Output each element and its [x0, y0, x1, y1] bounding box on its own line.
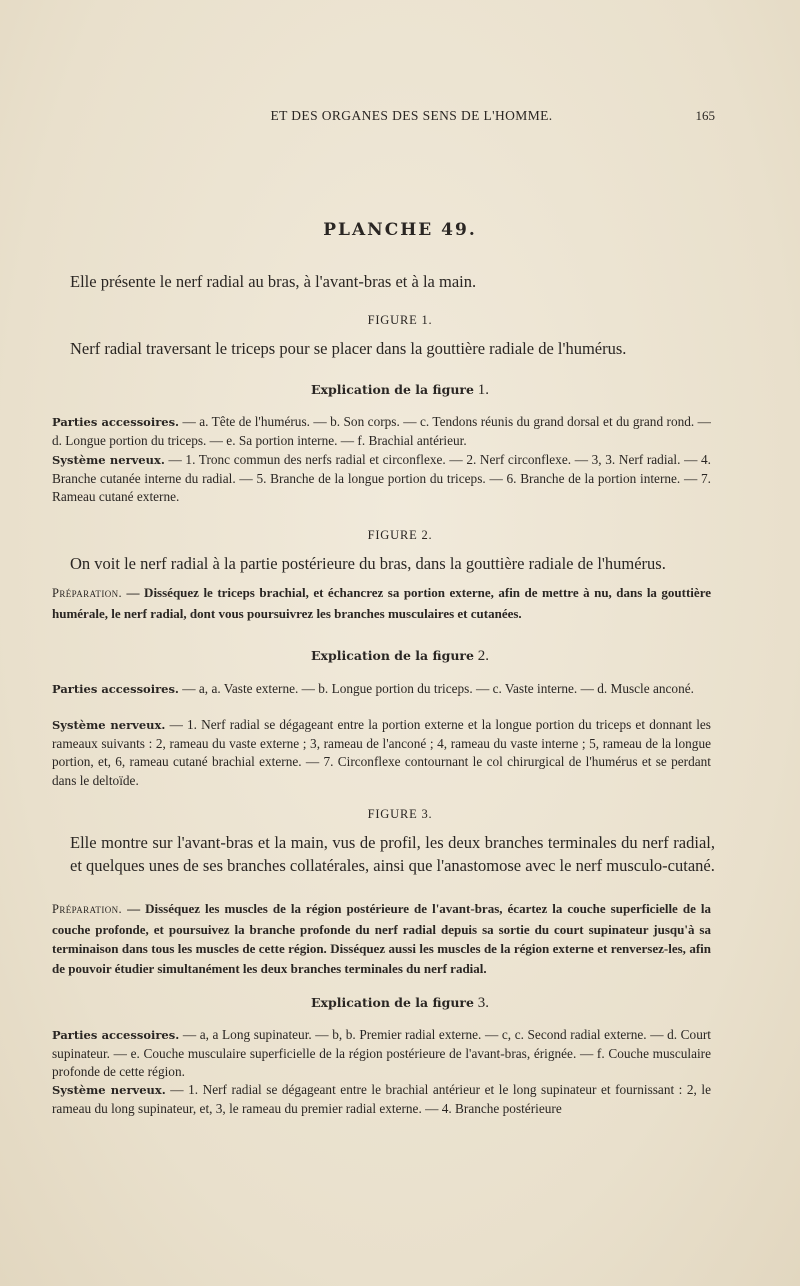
running-head: [70, 108, 715, 128]
figure-3-label: FIGURE 3.: [367, 807, 433, 821]
figure-3-preparation: [52, 899, 711, 978]
preparation-label: Préparation.: [52, 902, 123, 916]
explanation-heading: Explication de la figure: [311, 648, 474, 663]
preparation-text: — Disséquez le triceps brachial, et échancrez sa portion externe, afin de mettre à nu, dans la gouttière humérale, le nerf radial, dont vous poursuivrez les branches musculaires et cutanées.: [52, 585, 711, 621]
figure-1-label: FIGURE 1.: [367, 313, 433, 327]
figure-3-caption: Elle montre sur l'avant-bras et la main, vus de profil, les deux branches terminales du nerf radial, et quelques unes de ses branches collatérales, ainsi que l'anastomose avec le nerf musculo-cutané.: [70, 833, 715, 875]
figure-2-label: FIGURE 2.: [367, 528, 433, 542]
nervous-text: — 1. Nerf radial se dégageant entre le brachial antérieur et le long supinateur et fournissant : 2, le rameau du long supinateur, et, 3, le rameau du premier radial externe. — 4. Branche postérieure: [52, 1082, 711, 1116]
plate-intro: Elle présente le nerf radial au bras, à l'avant-bras et à la main.: [70, 272, 477, 291]
nervous-text: — 1. Nerf radial se dégageant entre la portion externe et la longue portion du triceps et donnant les rameaux suivants : 2, rameau du vaste externe ; 3, rameau de l'anconé ; 4, rameau du vaste interne ; 5, rameau de la longue portion, et, 6, rameau cutané brachial externe. — 7. Circonflexe contournant le col chirurgical de l'humérus et se perdant dans le deltoïde.: [52, 717, 711, 788]
figure-2-preparation: [52, 583, 711, 623]
preparation-text: — Disséquez les muscles de la région postérieure de l'avant-bras, écartez la couche superficielle de la couche profonde, et poursuivez la branche profonde du nerf radial depuis sa sortie du court supinateur jusqu'à sa terminaison dans tous les muscles de cette région. Disséquez aussi les muscles de la région externe et renversez-les, afin de pouvoir étudier simultanément les deux branches terminales du nerf radial.: [52, 901, 711, 976]
figure-1-explanation-title: [0, 382, 800, 399]
explanation-number: 2.: [477, 648, 489, 664]
figure-2-accessory-parts: [52, 680, 711, 699]
explanation-heading: Explication de la figure: [311, 382, 474, 397]
figure-3-explanation-title: [0, 995, 800, 1012]
accessory-text: — a, a Long supinateur. — b, b. Premier radial externe. — c, c. Second radial externe. — d. Court supinateur. — e. Couche musculaire superficielle de la région postérieure de l'avant-bras, érignée. — f. Couche musculaire profonde de cette région.: [52, 1027, 711, 1080]
accessory-text: — a, a. Vaste externe. — b. Longue portion du triceps. — c. Vaste interne. — d. Muscle anconé.: [178, 681, 694, 696]
rubric-accessory: Parties accessoires.: [52, 1028, 180, 1042]
plate-title: PLANCHE 49.: [323, 220, 477, 240]
figure-3-accessory-parts: [52, 1026, 711, 1082]
figure-1-accessory-parts: [52, 413, 711, 450]
rubric-nervous: Système nerveux.: [52, 1083, 166, 1097]
figure-2-caption: On voit le nerf radial à la partie postérieure du bras, dans la gouttière radiale de l'humérus.: [70, 554, 666, 573]
figure-3-nervous-system: [52, 1081, 711, 1118]
explanation-number: 1.: [477, 382, 489, 398]
preparation-label: Préparation.: [52, 586, 123, 600]
figure-1-caption: Nerf radial traversant le triceps pour se placer dans la gouttière radiale de l'humérus.: [70, 339, 627, 358]
rubric-nervous: Système nerveux.: [52, 453, 165, 467]
rubric-accessory: Parties accessoires.: [52, 682, 179, 696]
figure-2-explanation-title: [0, 648, 800, 665]
figure-2-nervous-system: [52, 716, 711, 790]
rubric-accessory: Parties accessoires.: [52, 415, 180, 429]
nervous-text: — 1. Tronc commun des nerfs radial et circonflexe. — 2. Nerf circonflexe. — 3, 3. Nerf radial. — 4. Branche cutanée interne du radial. — 5. Branche de la longue portion du triceps. — 6. Branche de la portion interne. — 7. Rameau cutané externe.: [52, 452, 711, 505]
figure-1-nervous-system: [52, 451, 711, 507]
explanation-number: 3.: [477, 995, 489, 1011]
rubric-nervous: Système nerveux.: [52, 718, 166, 732]
accessory-text: — a. Tête de l'humérus. — b. Son corps. — c. Tendons réunis du grand dorsal et du grand rond. — d. Longue portion du triceps. — e. Sa portion interne. — f. Brachial antérieur.: [52, 414, 711, 448]
page-number: 165: [695, 108, 715, 123]
explanation-heading: Explication de la figure: [311, 995, 474, 1010]
running-title: ET DES ORGANES DES SENS DE L'HOMME.: [270, 108, 553, 123]
